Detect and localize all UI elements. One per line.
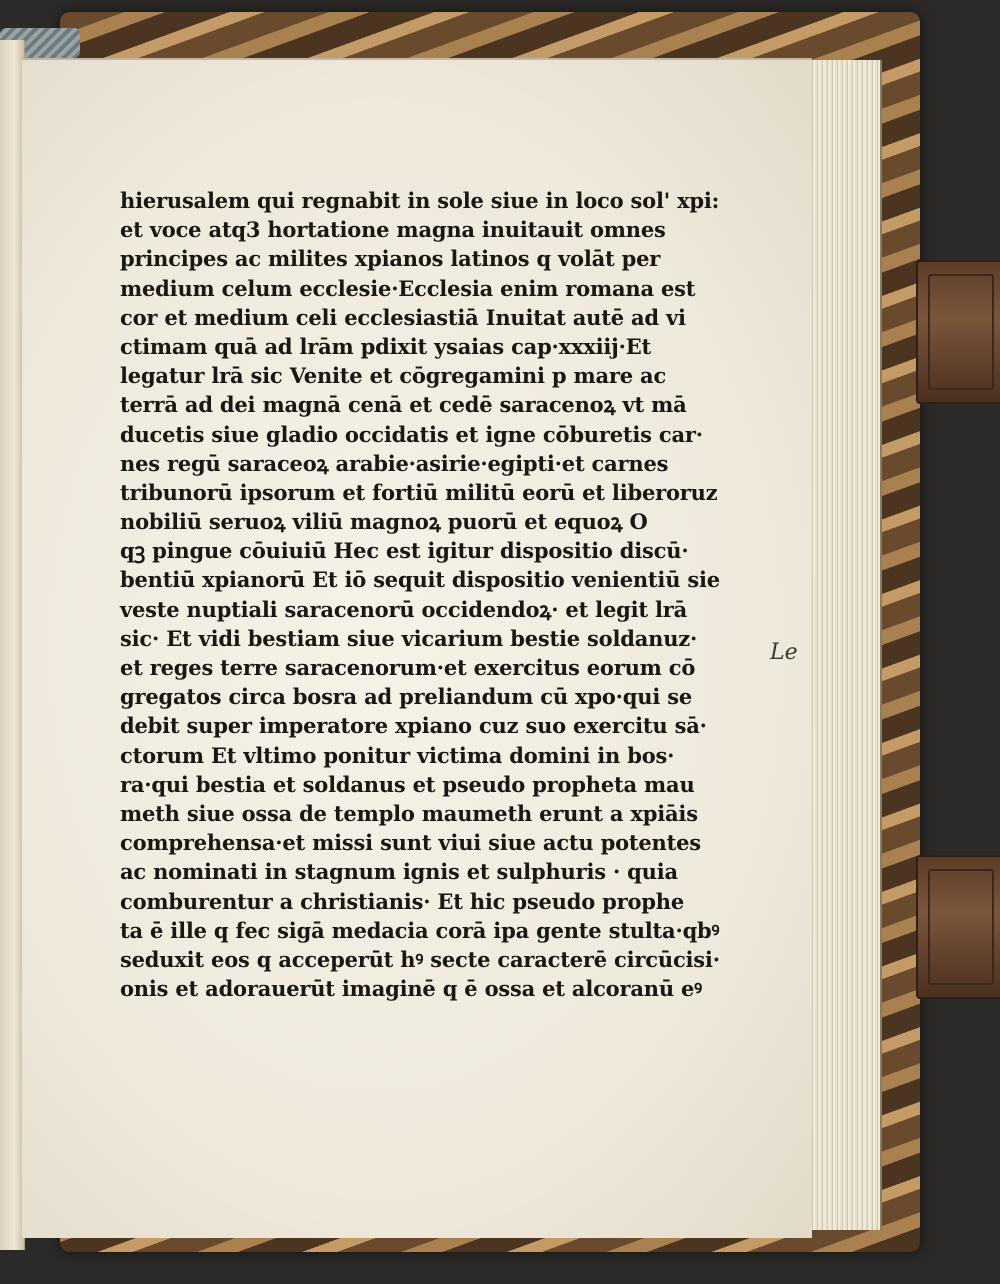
text-line: veste nuptiali saracenorū occidendoꝝ· et legit lrā — [120, 596, 688, 622]
text-line: meth siue ossa de templo maumeth erunt a xpiāis — [120, 800, 698, 826]
text-line: ra·qui bestia et soldanus et pseudo propheta mau — [120, 771, 695, 797]
text-line: nobiliū seruoꝝ viliū magnoꝝ puorū et equoꝝ O — [120, 509, 648, 535]
text-line: et reges terre saracenorum·et exercitus eorum cō — [120, 655, 696, 680]
text-line: legatur lrā sic Venite et cōgregamini p mare ac — [120, 363, 667, 389]
text-line: sic· Et vidi bestiam siue vicarium bestie soldanuz· — [120, 625, 698, 651]
text-line: cor et medium celi ecclesiastiā Inuitat autē ad vi — [120, 304, 686, 330]
text-line: terrā ad dei magnā cenā et cedē saracenoꝝ vt mā — [120, 392, 687, 418]
text-line: gregatos circa bosra ad preliandum cū xpo·qui se — [120, 684, 693, 710]
text-line: ac nominati in stagnum ignis et sulphuris · quia — [120, 859, 678, 885]
text-line: onis et adorauerūt imaginē q ē ossa et alcoranū eꝰ — [120, 976, 702, 1002]
text-line: comburentur a christianis· Et hic pseudo prophe — [120, 888, 684, 914]
upper-clasp — [916, 260, 1000, 404]
text-line: et voce atq3 hortatione magna inuitauit omnes — [120, 217, 666, 243]
text-line: hierusalem qui regnabit in sole siue in loco sol' xpi: — [120, 188, 720, 213]
page-stack-edge — [800, 60, 882, 1230]
text-line: principes ac milites xpianos latinos q volāt per — [120, 246, 661, 272]
text-line: ta ē ille q fec sigā medacia corā ipa gente stulta·qbꝰ — [120, 917, 720, 943]
text-block — [120, 186, 720, 1003]
text-line: tribunorū ipsorum et fortiū militū eorū et liberoruz — [120, 479, 718, 505]
text-line: ctorum Et vltimo ponitur victima domini in bos· — [120, 742, 675, 768]
text-line: qꝫ pingue cōuiuiū Hec est igitur dispositio discū· — [120, 538, 689, 564]
margin-annotation: Le — [770, 640, 798, 665]
text-line: bentiū xpianorū Et iō sequit dispositio venientiū sie — [120, 567, 720, 593]
text-line: medium celum ecclesie·Ecclesia enim romana est — [120, 275, 696, 301]
text-line: seduxit eos q acceperūt hꝰ secte caracterē circūcisi· — [120, 946, 720, 972]
text-line: debit super imperatore xpiano cuz suo exercitu sā· — [120, 713, 707, 739]
lower-clasp — [916, 855, 1000, 999]
text-line: comprehensa·et missi sunt viui siue actu potentes — [120, 830, 701, 856]
text-line: ctimam quā ad lrām pdixit ysaias cap·xxxiij·Et — [120, 333, 651, 359]
text-line: ducetis siue gladio occidatis et igne cōburetis car· — [120, 421, 703, 447]
text-line: nes regū saraceoꝝ arabie·asirie·egipti·et carnes — [120, 450, 669, 476]
